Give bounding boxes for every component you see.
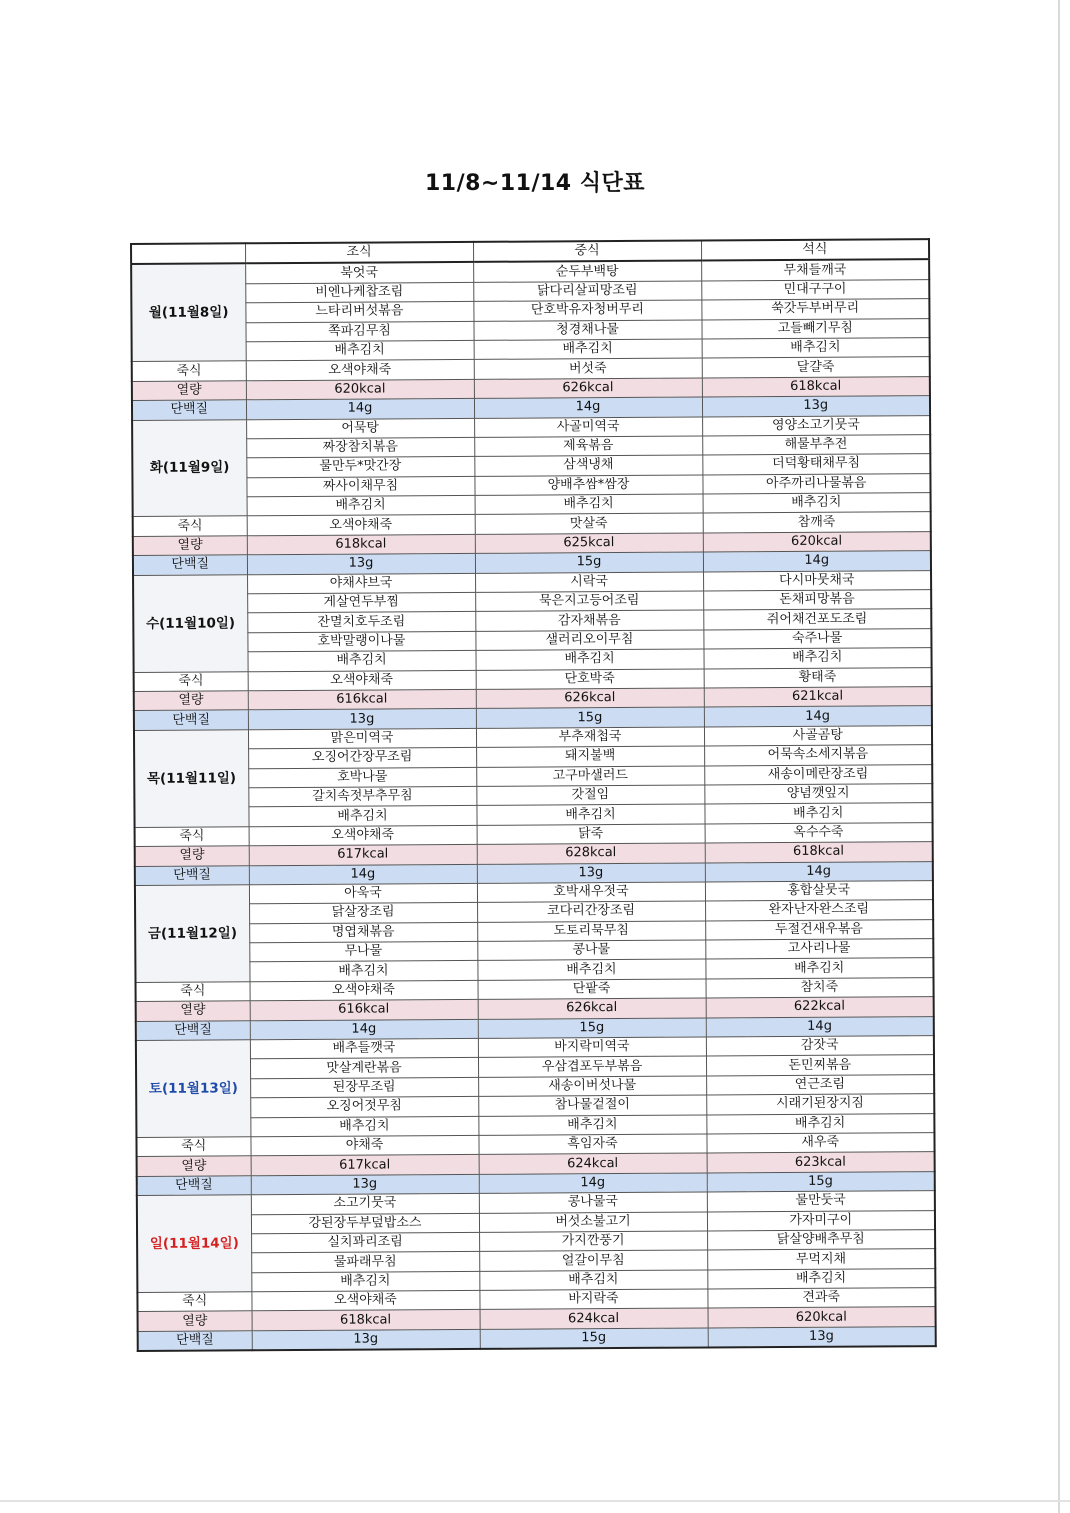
dish-cell: 두절건새우볶음 xyxy=(705,919,933,940)
calories-value: 623kcal xyxy=(707,1152,935,1173)
page-title: 11/8~11/14 식단표 xyxy=(424,171,646,196)
calories-value: 618kcal xyxy=(702,376,930,397)
dish-cell: 무채들깨국 xyxy=(701,260,929,281)
dish-cell: 배추김치 xyxy=(246,340,474,361)
calories-label: 열량 xyxy=(132,381,246,401)
porridge-value: 단팥죽 xyxy=(478,979,706,1000)
dish-cell: 참나물겉절이 xyxy=(478,1095,706,1116)
dish-cell: 어묵속소세지볶음 xyxy=(704,745,932,766)
calories-label: 열량 xyxy=(138,1311,252,1331)
porridge-value: 황태죽 xyxy=(704,667,932,688)
header-corner xyxy=(131,243,245,264)
dish-cell: 북엇국 xyxy=(245,262,473,283)
day-label: 토(11월13일) xyxy=(136,1040,251,1138)
dish-cell: 아욱국 xyxy=(249,883,477,904)
dish-cell: 돼지불백 xyxy=(476,746,704,767)
dish-cell: 숙주나물 xyxy=(703,628,931,649)
dish-cell: 갈치속젓부추무침 xyxy=(248,786,476,807)
calories-value: 618kcal xyxy=(252,1310,480,1331)
protein-value: 14g xyxy=(479,1173,707,1194)
dish-cell: 배추김치 xyxy=(479,1270,707,1291)
calories-value: 616kcal xyxy=(250,1000,478,1021)
calories-value: 628kcal xyxy=(477,843,705,864)
protein-value: 15g xyxy=(478,1018,706,1039)
dish-cell: 시래기된장지짐 xyxy=(706,1094,934,1115)
protein-label: 단백질 xyxy=(138,1331,252,1352)
dish-cell: 감잣국 xyxy=(706,1036,934,1057)
dish-cell: 배추김치 xyxy=(475,494,703,515)
dish-cell: 새송이버섯나물 xyxy=(478,1076,706,1097)
page-edge xyxy=(1058,0,1060,1513)
dish-cell: 돈채피망볶음 xyxy=(703,590,931,611)
porridge-value: 참깨죽 xyxy=(703,512,931,533)
day-label: 금(11월12일) xyxy=(135,885,250,983)
porridge-value: 오색야채죽 xyxy=(247,515,475,536)
porridge-value: 오색야채죽 xyxy=(251,1290,479,1311)
porridge-label: 죽식 xyxy=(136,1137,250,1157)
porridge-value: 흑임자죽 xyxy=(478,1134,706,1155)
dish-cell: 우삼겹포두부볶음 xyxy=(478,1056,706,1077)
meal-table-body xyxy=(131,260,936,1352)
dish-cell: 연근조림 xyxy=(706,1074,934,1095)
protein-value: 14g xyxy=(246,399,474,420)
dish-cell: 가지깐풍기 xyxy=(479,1231,707,1252)
protein-value: 15g xyxy=(480,1328,708,1349)
dish-cell: 배추김치 xyxy=(477,959,705,980)
dish-cell: 새송이메란장조림 xyxy=(704,764,932,785)
day-label: 월(11월8일) xyxy=(131,264,246,362)
dish-cell: 버섯소불고기 xyxy=(479,1212,707,1233)
calories-value: 620kcal xyxy=(246,379,474,400)
porridge-value: 맛살죽 xyxy=(475,513,703,534)
porridge-value: 달걀죽 xyxy=(702,357,930,378)
dish-cell: 짜장참치볶음 xyxy=(246,437,474,458)
dish-cell: 콩나물 xyxy=(477,940,705,961)
dish-cell: 호박말랭이나물 xyxy=(247,631,475,652)
protein-label: 단백질 xyxy=(133,555,247,575)
dish-cell: 시락국 xyxy=(475,572,703,593)
porridge-value: 오색야채죽 xyxy=(250,980,478,1001)
porridge-value: 바지락죽 xyxy=(479,1289,707,1310)
page-edge xyxy=(0,1500,1070,1502)
calories-value: 621kcal xyxy=(704,687,932,708)
dish-cell: 돈민찌볶음 xyxy=(706,1055,934,1076)
porridge-label: 죽식 xyxy=(133,516,247,536)
dish-cell: 아주까리나물볶음 xyxy=(702,473,930,494)
porridge-value: 단호박죽 xyxy=(476,669,704,690)
porridge-value: 오색야채죽 xyxy=(246,360,474,381)
dish-cell: 고사리나물 xyxy=(705,939,933,960)
header-lunch: 중식 xyxy=(473,241,701,263)
dish-cell: 무나물 xyxy=(249,941,477,962)
protein-value: 14g xyxy=(249,864,477,885)
dish-cell: 야채샤브국 xyxy=(247,573,475,594)
dish-cell: 물만둣국 xyxy=(707,1191,935,1212)
dish-cell: 고들빼기무침 xyxy=(701,318,929,339)
dish-cell: 제육볶음 xyxy=(474,436,702,457)
calories-label: 열량 xyxy=(133,536,247,556)
protein-value: 14g xyxy=(250,1019,478,1040)
porridge-label: 죽식 xyxy=(137,1292,251,1312)
calories-value: 618kcal xyxy=(247,534,475,555)
dish-cell: 바지락미역국 xyxy=(478,1037,706,1058)
protein-value: 13g xyxy=(252,1329,480,1350)
dish-cell: 오징어간장무조림 xyxy=(248,748,476,769)
dish-cell: 해물부추전 xyxy=(702,435,930,456)
calories-label: 열량 xyxy=(135,846,249,866)
dish-cell: 고구마샐러드 xyxy=(476,766,704,787)
calories-label: 열량 xyxy=(137,1156,251,1176)
dish-cell: 가자미구이 xyxy=(707,1210,935,1231)
dish-cell: 배추들깻국 xyxy=(250,1038,478,1059)
porridge-value: 새우죽 xyxy=(706,1133,934,1154)
calories-value: 617kcal xyxy=(249,845,477,866)
dish-cell: 배추김치 xyxy=(247,495,475,516)
dish-cell: 감자채볶음 xyxy=(475,610,703,631)
protein-label: 단백질 xyxy=(132,400,246,420)
porridge-value: 견과죽 xyxy=(707,1288,935,1309)
dish-cell: 호박나물 xyxy=(248,767,476,788)
dish-cell: 사골곰탕 xyxy=(704,725,932,746)
calories-value: 618kcal xyxy=(705,842,933,863)
calories-value: 622kcal xyxy=(706,997,934,1018)
calories-value: 620kcal xyxy=(703,531,931,552)
porridge-value: 옥수수죽 xyxy=(705,822,933,843)
dish-cell: 짜사이채무침 xyxy=(246,476,474,497)
dish-cell: 닭살양배추무침 xyxy=(707,1230,935,1251)
protein-value: 14g xyxy=(706,1016,934,1037)
dish-cell: 잔멸치호두조림 xyxy=(247,612,475,633)
header-dinner: 석식 xyxy=(701,239,929,261)
calories-label: 열량 xyxy=(134,691,248,711)
dish-cell: 양배추쌈*쌈장 xyxy=(474,475,702,496)
porridge-label: 죽식 xyxy=(135,827,249,847)
day-label: 화(11월9일) xyxy=(132,419,247,517)
protein-label: 단백질 xyxy=(136,1020,250,1040)
dish-cell: 민대구구이 xyxy=(701,279,929,300)
dish-cell: 실치꽈리조림 xyxy=(251,1232,479,1253)
dish-cell: 배추김치 xyxy=(704,803,932,824)
dish-cell: 강된장두부덮밥소스 xyxy=(251,1213,479,1234)
porridge-label: 죽식 xyxy=(136,982,250,1002)
dish-cell: 양념깻잎지 xyxy=(704,784,932,805)
porridge-value: 오색야채죽 xyxy=(249,825,477,846)
dish-cell: 묵은지고등어조림 xyxy=(475,591,703,612)
dish-cell: 배추김치 xyxy=(474,339,702,360)
dish-cell: 느타리버섯볶음 xyxy=(245,302,473,323)
dish-cell: 배추김치 xyxy=(476,804,704,825)
calories-label: 열량 xyxy=(136,1001,250,1021)
dish-cell: 순두부백탕 xyxy=(473,261,701,282)
header-breakfast: 조식 xyxy=(245,242,473,264)
dish-cell: 청경채나물 xyxy=(473,320,701,341)
day-label: 목(11월11일) xyxy=(134,730,249,828)
meal-table xyxy=(130,238,937,1352)
calories-value: 626kcal xyxy=(478,998,706,1019)
dish-cell: 배추김치 xyxy=(248,806,476,827)
dish-cell: 쑥갓두부버무리 xyxy=(701,299,929,320)
dish-cell: 무먹지채 xyxy=(707,1249,935,1270)
protein-value: 13g xyxy=(477,863,705,884)
dish-cell: 샐러리오이무침 xyxy=(475,630,703,651)
dish-cell: 맛살계란볶음 xyxy=(250,1058,478,1079)
dish-cell: 배추김치 xyxy=(475,649,703,670)
protein-value: 15g xyxy=(707,1171,935,1192)
dish-cell: 오징어젓무침 xyxy=(250,1097,478,1118)
dish-cell: 쪽파김무침 xyxy=(245,321,473,342)
dish-cell: 배추김치 xyxy=(706,1113,934,1134)
protein-value: 13g xyxy=(251,1174,479,1195)
porridge-label: 죽식 xyxy=(132,361,246,381)
dish-cell: 된장무조림 xyxy=(250,1077,478,1098)
dish-cell: 배추김치 xyxy=(703,493,931,514)
calories-value: 626kcal xyxy=(476,688,704,709)
dish-cell: 사골미역국 xyxy=(474,417,702,438)
porridge-value: 참치죽 xyxy=(706,977,934,998)
dish-cell: 배추김치 xyxy=(249,961,477,982)
dish-cell: 게살연두부찜 xyxy=(247,592,475,613)
dish-cell: 닭다리살피망조림 xyxy=(473,281,701,302)
protein-value: 13g xyxy=(247,554,475,575)
dish-cell: 맑은미역국 xyxy=(248,728,476,749)
dish-cell: 배추김치 xyxy=(703,648,931,669)
dish-cell: 갓절임 xyxy=(476,785,704,806)
day-label: 일(11월14일) xyxy=(137,1195,252,1293)
dish-cell: 코다리간장조림 xyxy=(477,901,705,922)
porridge-value: 닭죽 xyxy=(477,824,705,845)
dish-cell: 물파래무침 xyxy=(251,1252,479,1273)
dish-cell: 완자난자완스조림 xyxy=(705,900,933,921)
protein-row xyxy=(138,1326,936,1351)
dish-cell: 부추재첩국 xyxy=(476,727,704,748)
dish-cell: 배추김치 xyxy=(478,1115,706,1136)
porridge-value: 야채죽 xyxy=(250,1135,478,1156)
dish-cell: 도토리묵무침 xyxy=(477,921,705,942)
dish-cell: 단호박유자청버무리 xyxy=(473,300,701,321)
protein-value: 13g xyxy=(248,709,476,730)
dish-cell: 콩나물국 xyxy=(479,1192,707,1213)
dish-cell: 얼갈이무침 xyxy=(479,1250,707,1271)
dish-cell: 영양소고기뭇국 xyxy=(702,415,930,436)
dish-cell: 쥐어채건포도조림 xyxy=(703,609,931,630)
protein-label: 단백질 xyxy=(137,1176,251,1196)
dish-cell: 배추김치 xyxy=(248,651,476,672)
dish-cell: 물만두*맛간장 xyxy=(246,457,474,478)
protein-value: 14g xyxy=(474,397,702,418)
dish-cell: 더덕황태채무침 xyxy=(702,454,930,475)
protein-label: 단백질 xyxy=(135,865,249,885)
protein-label: 단백질 xyxy=(134,710,248,730)
calories-value: 620kcal xyxy=(708,1307,936,1328)
calories-value: 624kcal xyxy=(479,1153,707,1174)
porridge-value: 버섯죽 xyxy=(474,358,702,379)
protein-value: 13g xyxy=(702,396,930,417)
protein-value: 14g xyxy=(703,551,931,572)
dish-cell: 배추김치 xyxy=(705,958,933,979)
protein-value: 15g xyxy=(475,552,703,573)
calories-value: 624kcal xyxy=(480,1308,708,1329)
dish-cell: 배추김치 xyxy=(707,1268,935,1289)
dish-cell: 배추김치 xyxy=(702,338,930,359)
dish-cell: 명엽채볶음 xyxy=(249,922,477,943)
day-label: 수(11월10일) xyxy=(133,574,248,672)
calories-value: 616kcal xyxy=(248,689,476,710)
dish-cell: 비엔나케찹조림 xyxy=(245,282,473,303)
dish-cell: 소고기뭇국 xyxy=(251,1194,479,1215)
protein-value: 14g xyxy=(705,861,933,882)
porridge-label: 죽식 xyxy=(134,671,248,691)
calories-value: 617kcal xyxy=(251,1155,479,1176)
dish-cell: 홍합살뭇국 xyxy=(705,880,933,901)
protein-value: 14g xyxy=(704,706,932,727)
calories-value: 625kcal xyxy=(475,533,703,554)
dish-cell: 호박새우젓국 xyxy=(477,882,705,903)
dish-cell: 삼색냉채 xyxy=(474,455,702,476)
protein-value: 13g xyxy=(708,1326,936,1347)
dish-cell: 닭살장조림 xyxy=(249,903,477,924)
porridge-value: 오색야채죽 xyxy=(248,670,476,691)
dish-cell: 어묵탕 xyxy=(246,418,474,439)
dish-cell: 다시마뭇채국 xyxy=(703,570,931,591)
dish-cell: 배추김치 xyxy=(251,1271,479,1292)
protein-value: 15g xyxy=(476,707,704,728)
calories-value: 626kcal xyxy=(474,378,702,399)
dish-cell: 배추김치 xyxy=(250,1116,478,1137)
